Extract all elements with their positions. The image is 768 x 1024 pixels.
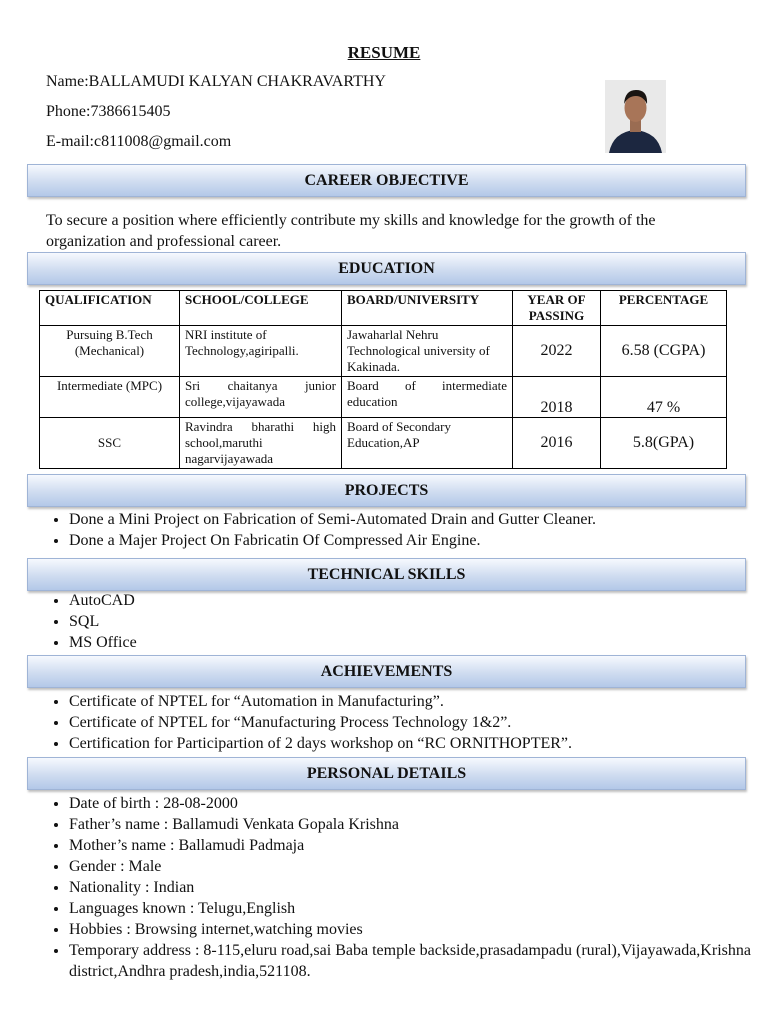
school-cell: NRI institute of Technology,agiripalli. — [180, 326, 342, 377]
percentage-cell: 47 % — [601, 377, 727, 418]
achievements-list — [28, 691, 768, 754]
resume-title: RESUME — [347, 43, 421, 62]
list-item: • MS Office — [69, 632, 768, 653]
percentage-cell: 6.58 (CGPA) — [601, 326, 727, 377]
year-cell: 2018 — [513, 377, 601, 418]
profile-photo — [605, 80, 666, 153]
list-item: • Done a Majer Project On Fabricatin Of Compressed Air Engine. — [69, 530, 768, 551]
year-cell: 2016 — [513, 418, 601, 469]
list-item: • Certificate of NPTEL for “Automation in Manufacturing”. — [69, 691, 768, 712]
board-cell: Jawaharlal Nehru Technological university of Kakinada. — [342, 326, 513, 377]
qualification-cell: SSC — [40, 418, 180, 469]
achievements-header: ACHIEVEMENTS — [27, 655, 746, 688]
career-objective-header: CAREER OBJECTIVE — [27, 164, 746, 197]
list-item: • Temporary address : 8-115,eluru road,sai Baba temple backside,prasadampadu (rural),Vijayawada,Krishna district,Andhra pradesh,india,521108. — [69, 940, 759, 982]
education-table — [39, 290, 727, 469]
list-item: • Date of birth : 28-08-2000 — [69, 793, 759, 814]
col-year: YEAR OF PASSING — [513, 291, 601, 326]
col-board: BOARD/UNIVERSITY — [342, 291, 513, 326]
projects-header: PROJECTS — [27, 474, 746, 507]
skills-list — [28, 590, 768, 653]
list-item: • Father’s name : Ballamudi Venkata Gopala Krishna — [69, 814, 759, 835]
list-item: • Nationality : Indian — [69, 877, 759, 898]
education-header: EDUCATION — [27, 252, 746, 285]
qualification-cell: Intermediate (MPC) — [40, 377, 180, 418]
list-item: • Certification for Participartion of 2 days workshop on “RC ORNITHOPTER”. — [69, 733, 768, 754]
table-header-row — [40, 291, 727, 326]
col-qualification: QUALIFICATION — [40, 291, 180, 326]
technical-skills-header: TECHNICAL SKILLS — [27, 558, 746, 591]
table-row — [40, 418, 727, 469]
board-cell: Board of Secondary Education,AP — [342, 418, 513, 469]
list-item: • Languages known : Telugu,English — [69, 898, 759, 919]
school-cell: Ravindra bharathi high school,maruthi nagarvijayawada — [180, 418, 342, 469]
school-cell: Sri chaitanya junior college,vijayawada — [180, 377, 342, 418]
qualification-cell: Pursuing B.Tech (Mechanical) — [40, 326, 180, 377]
list-item: • AutoCAD — [69, 590, 768, 611]
email-line: E-mail:c811008@gmail.com — [46, 133, 232, 150]
list-item: • Hobbies : Browsing internet,watching movies — [69, 919, 759, 940]
personal-details-list — [28, 793, 759, 982]
year-cell: 2022 — [513, 326, 601, 377]
list-item: • Certificate of NPTEL for “Manufacturing Process Technology 1&2”. — [69, 712, 768, 733]
percentage-cell: 5.8(GPA) — [601, 418, 727, 469]
list-item: • Mother’s name : Ballamudi Padmaja — [69, 835, 759, 856]
board-cell: Board of intermediate education — [342, 377, 513, 418]
table-row — [40, 377, 727, 418]
projects-list — [28, 509, 768, 551]
table-row — [40, 326, 727, 377]
col-percentage: PERCENTAGE — [601, 291, 727, 326]
list-item: • Done a Mini Project on Fabrication of Semi-Automated Drain and Gutter Cleaner. — [69, 509, 768, 530]
list-item: • SQL — [69, 611, 768, 632]
career-objective-text: To secure a position where efficiently contribute my skills and knowledge for the growth of the organization and professional career. — [46, 212, 656, 250]
personal-details-header: PERSONAL DETAILS — [27, 757, 746, 790]
list-item: • Gender : Male — [69, 856, 759, 877]
col-school: SCHOOL/COLLEGE — [180, 291, 342, 326]
name-line: Name:BALLAMUDI KALYAN CHAKRAVARTHY — [46, 73, 386, 90]
phone-line: Phone:7386615405 — [46, 103, 171, 120]
